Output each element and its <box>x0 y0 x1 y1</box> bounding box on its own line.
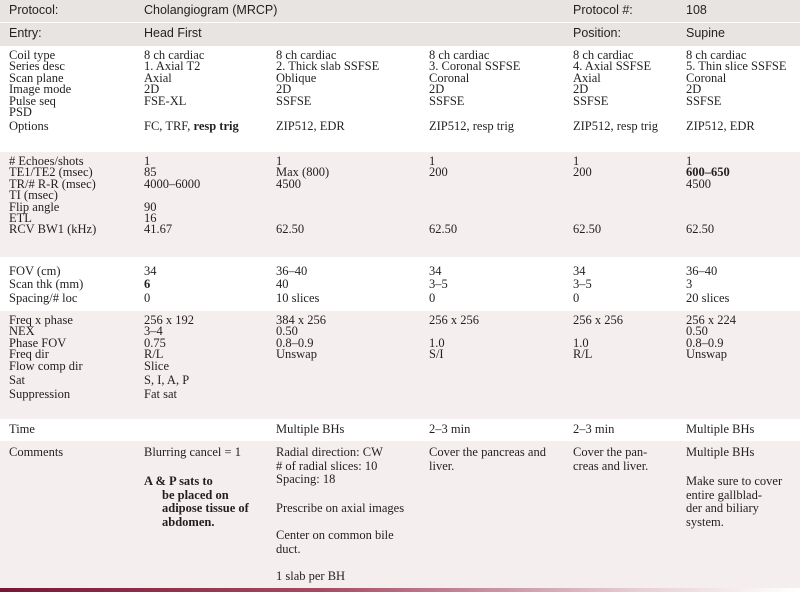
cell-value: Oblique <box>276 70 317 85</box>
cell-value: 3. Coronal SSFSE <box>429 59 521 74</box>
section-4-col-2 <box>276 315 326 361</box>
row-label: Sat <box>9 372 25 387</box>
cell-value <box>573 179 601 190</box>
cell-value: 34 <box>573 264 586 278</box>
section-matrix <box>0 311 800 419</box>
cell-value: Slice <box>144 358 169 373</box>
cell-value: 256 x 256 <box>429 313 479 327</box>
cell-value: 8 ch cardiac <box>276 48 337 62</box>
row-label: Coil type <box>9 48 56 62</box>
section-coil-series <box>0 46 800 152</box>
section-4-col-5 <box>686 315 736 361</box>
section-1-col-4 <box>573 50 658 133</box>
section-time <box>0 419 800 441</box>
cell-value: 5. Thin slice SSFSE <box>686 59 787 74</box>
comment-line: Spacing: 18 <box>276 472 336 486</box>
comment-col-2 <box>276 446 383 487</box>
cell-value: 1.0 <box>429 335 445 350</box>
position-value: Supine <box>686 26 725 40</box>
row-label: NEX <box>9 324 35 339</box>
cell-value: 90 <box>144 199 157 214</box>
comment-line: Radial direction: CW <box>276 445 383 459</box>
cell-value: 0.50 <box>276 324 298 339</box>
cell-value: ZIP512, EDR <box>276 119 345 134</box>
cell-value: 2D <box>573 82 589 97</box>
cell-value: SSFSE <box>573 93 609 108</box>
section-1-col-2 <box>276 50 379 133</box>
comment-col-2-prescribe <box>276 502 404 516</box>
comment-line: entire gallblad- <box>686 487 763 502</box>
cell-value: 2D <box>144 82 160 97</box>
section-4-labels <box>9 315 83 401</box>
cell-value: 36–40 <box>276 264 308 278</box>
cell-value: 8 ch cardiac <box>144 48 205 62</box>
cell-value <box>144 107 239 118</box>
cell-value: 1 <box>686 154 693 168</box>
cell-value: 41.67 <box>144 222 173 237</box>
cell-value: 8 ch cardiac <box>686 48 747 62</box>
section-fov <box>0 257 800 311</box>
cell-value: 4500 <box>276 176 301 191</box>
cell-value: S, I, A, P <box>144 372 190 387</box>
comment-line: Cover the pan- <box>573 445 648 459</box>
protocol-label: Protocol: <box>9 3 59 17</box>
comment-col-4 <box>573 446 648 473</box>
comment-col-5-cover <box>686 475 782 529</box>
cell-value: 0.75 <box>144 335 166 350</box>
section-timing <box>0 152 800 257</box>
comment-line: be placed on <box>162 487 229 502</box>
cell-value: 0 <box>429 290 436 305</box>
cell-value <box>686 190 730 201</box>
comment-col-1-bold <box>144 475 249 529</box>
cell-value: 6 <box>144 277 151 292</box>
cell-value: Axial <box>144 70 172 85</box>
cell-value: S/I <box>429 347 444 362</box>
section-1-col-1 <box>144 50 239 133</box>
cell-value: 8 ch cardiac <box>429 48 490 62</box>
cell-value: 256 x 192 <box>144 313 194 327</box>
comment-line: 1 slab per BH <box>276 569 346 583</box>
row-label: RCV BW1 (kHz) <box>9 222 97 237</box>
cell-value: 10 slices <box>276 290 320 305</box>
row-label: TI (msec) <box>9 188 58 203</box>
row-label: TE1/TE2 (msec) <box>9 165 93 180</box>
header-row-protocol <box>0 0 800 22</box>
row-label: Image mode <box>9 82 72 97</box>
cell-value: 1. Axial T2 <box>144 59 201 74</box>
comment-line: # of radial slices: 10 <box>276 458 378 473</box>
comment-line: system. <box>686 514 724 529</box>
section-2-col-5 <box>686 156 730 236</box>
cell-value: FSE-XL <box>144 93 187 108</box>
cell-value: ZIP512, EDR <box>686 119 755 134</box>
cell-value <box>276 107 379 118</box>
row-label: Spacing/# loc <box>9 290 78 305</box>
comment-line: Make sure to cover <box>686 474 783 488</box>
row-label: Freq x phase <box>9 313 73 327</box>
row-label: TR/# R-R (msec) <box>9 176 96 191</box>
protocol-number-label: Protocol #: <box>573 3 633 17</box>
cell-value: 2D <box>686 82 702 97</box>
row-label: ETL <box>9 210 32 225</box>
cell-value <box>429 107 520 118</box>
row-label: Pulse seq <box>9 93 56 108</box>
cell-value: 384 x 256 <box>276 313 326 327</box>
cell-value: 34 <box>144 264 157 278</box>
comment-line: liver. <box>429 458 455 473</box>
position-label: Position: <box>573 26 621 40</box>
section-comments <box>0 441 800 588</box>
cell-value: 0.8–0.9 <box>686 335 724 350</box>
comment-line: der and biliary <box>686 501 759 515</box>
cell-value: 62.50 <box>573 222 602 237</box>
cell-value: 0.8–0.9 <box>276 335 314 350</box>
cell-value: 16 <box>144 210 157 225</box>
row-label: Options <box>9 119 49 134</box>
comment-line: Blurring cancel = 1 <box>144 445 241 459</box>
cell-value: 62.50 <box>686 222 715 237</box>
section-4-col-1 <box>144 315 194 401</box>
cell-value: 0.50 <box>686 324 708 339</box>
cell-value: 2D <box>276 82 292 97</box>
section-3-col-3 <box>429 266 448 304</box>
time-label: Time <box>9 422 35 436</box>
comment-col-2-center <box>276 529 394 556</box>
comments-label: Comments <box>9 445 64 459</box>
row-label: FOV (cm) <box>9 264 61 278</box>
section-3-col-4 <box>573 266 592 304</box>
cell-value: 0 <box>573 290 580 305</box>
cell-value: 0 <box>144 290 151 305</box>
row-label: Flip angle <box>9 199 60 214</box>
row-label: Flow comp dir <box>9 358 83 373</box>
row-label: Suppression <box>9 387 71 402</box>
comment-line: creas and liver. <box>573 458 649 473</box>
comment-col-3 <box>429 446 546 473</box>
cell-value: 4500 <box>686 176 711 191</box>
cell-value: 3–5 <box>573 277 592 292</box>
cell-value <box>573 190 601 201</box>
cell-value: 85 <box>144 165 157 180</box>
comment-line: Center on common bile <box>276 528 394 542</box>
section-1-col-3 <box>429 50 520 133</box>
cell-value: 1.0 <box>573 335 589 350</box>
comment-line: abdomen. <box>162 514 215 529</box>
time-col-4: 2–3 min <box>573 422 615 436</box>
bottom-accent-bar <box>0 588 800 592</box>
cell-value: 3–5 <box>429 277 448 292</box>
section-2-col-4 <box>573 156 601 236</box>
protocol-number-value: 108 <box>686 3 707 17</box>
cell-value: Coronal <box>429 70 470 85</box>
cell-value <box>686 202 730 213</box>
row-label: Scan plane <box>9 70 64 85</box>
section-1-labels <box>9 50 71 133</box>
row-label: Scan thk (mm) <box>9 277 84 292</box>
section-3-col-5 <box>686 266 729 304</box>
comment-line: A & P sats to <box>144 474 213 488</box>
comment-col-2-slab <box>276 570 345 584</box>
cell-value <box>429 202 457 213</box>
cell-value: 8 ch cardiac <box>573 48 634 62</box>
cell-value: Max (800) <box>276 165 330 180</box>
cell-value: 34 <box>429 264 442 278</box>
cell-value: SSFSE <box>276 93 312 108</box>
time-col-3: 2–3 min <box>429 422 471 436</box>
cell-value <box>573 107 658 118</box>
cell-value <box>429 179 457 190</box>
cell-value: 1 <box>429 154 436 168</box>
cell-value: SSFSE <box>686 93 722 108</box>
cell-value: ZIP512, resp trig <box>429 119 515 134</box>
section-2-col-3 <box>429 156 457 236</box>
section-3-labels <box>9 266 83 304</box>
section-3-col-1 <box>144 266 157 304</box>
cell-value: R/L <box>144 347 164 362</box>
row-label: # Echoes/shots <box>9 154 84 168</box>
cell-value: 2. Thick slab SSFSE <box>276 59 380 74</box>
cell-value <box>573 202 601 213</box>
section-1-col-5 <box>686 50 786 133</box>
cell-value: 20 slices <box>686 290 730 305</box>
comment-line: Multiple BHs <box>686 445 755 459</box>
cell-value: 1 <box>276 154 283 168</box>
comment-col-1 <box>144 446 241 460</box>
cell-value <box>276 190 329 201</box>
cell-value: 600–650 <box>686 165 730 180</box>
cell-value: ZIP512, resp trig <box>573 119 659 134</box>
entry-label: Entry: <box>9 26 42 40</box>
protocol-value: Cholangiogram (MRCP) <box>144 3 278 17</box>
cell-value: 2D <box>429 82 445 97</box>
options-bold-text: resp trig <box>193 119 239 134</box>
cell-value: 3–4 <box>144 324 163 339</box>
cell-value <box>429 190 457 201</box>
row-label: Freq dir <box>9 347 49 362</box>
options-cell <box>144 121 239 132</box>
comment-line: adipose tissue of <box>162 501 249 515</box>
cell-value <box>686 107 786 118</box>
cell-value: 200 <box>429 165 448 180</box>
cell-value: 256 x 224 <box>686 313 736 327</box>
section-4-col-4 <box>573 315 623 361</box>
cell-value: 40 <box>276 277 289 292</box>
cell-value: R/L <box>573 347 593 362</box>
cell-value: SSFSE <box>429 93 465 108</box>
cell-value: 4000–6000 <box>144 176 201 191</box>
time-col-5: Multiple BHs <box>686 422 755 436</box>
section-2-col-2 <box>276 156 329 236</box>
cell-value: Coronal <box>686 70 727 85</box>
cell-value: Axial <box>573 70 601 85</box>
cell-value: 62.50 <box>429 222 458 237</box>
options-text: FC, TRF, <box>144 119 194 134</box>
cell-value: 36–40 <box>686 264 718 278</box>
header-row-entry <box>0 23 800 46</box>
cell-value <box>276 202 329 213</box>
cell-value: 4. Axial SSFSE <box>573 59 652 74</box>
cell-value: Fat sat <box>144 387 177 402</box>
cell-value: 3 <box>686 277 693 292</box>
time-col-2: Multiple BHs <box>276 422 345 436</box>
cell-value: Unswap <box>686 347 727 362</box>
row-label: Phase FOV <box>9 335 67 350</box>
section-3-col-2 <box>276 266 319 304</box>
section-2-col-1 <box>144 156 200 236</box>
section-2-labels <box>9 156 96 236</box>
cell-value: Unswap <box>276 347 317 362</box>
cell-value: 256 x 256 <box>573 313 623 327</box>
comment-line: duct. <box>276 541 301 556</box>
comment-line: Cover the pancreas and <box>429 445 546 459</box>
cell-value: 62.50 <box>276 222 305 237</box>
row-label: Series desc <box>9 59 65 74</box>
comment-line: Prescribe on axial images <box>276 501 405 515</box>
section-4-col-3 <box>429 315 479 361</box>
entry-value: Head First <box>144 26 202 40</box>
row-label: PSD <box>9 104 32 119</box>
cell-value: 200 <box>573 165 592 180</box>
cell-value: 1 <box>573 154 580 168</box>
comment-col-5 <box>686 446 754 460</box>
cell-value: 1 <box>144 154 151 168</box>
